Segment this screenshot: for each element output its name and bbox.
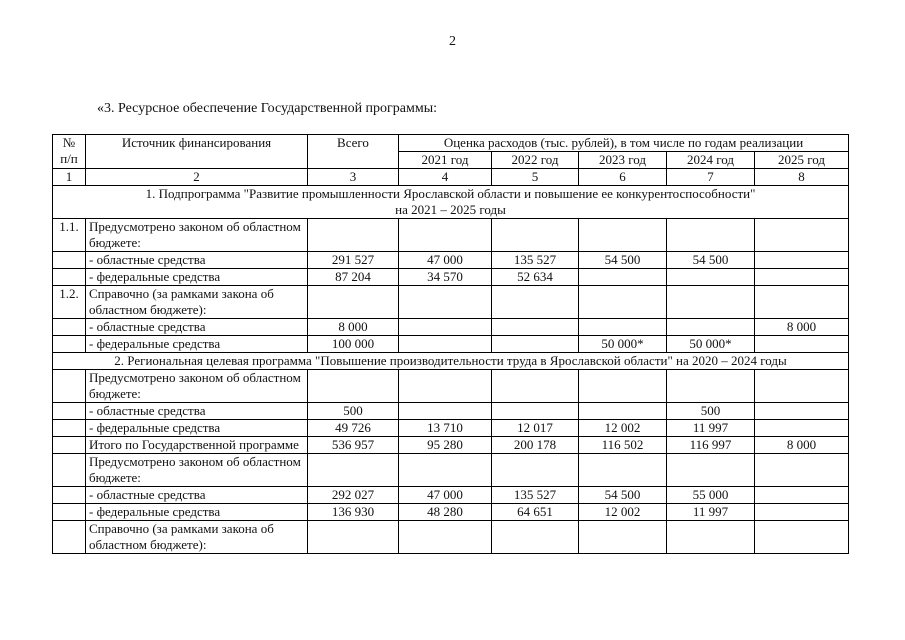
row-number <box>53 437 86 454</box>
row-value: 200 178 <box>492 437 579 454</box>
col-number: 6 <box>579 169 667 186</box>
row-value <box>399 319 492 336</box>
row-value <box>755 219 849 252</box>
row-number <box>53 319 86 336</box>
row-value: 64 651 <box>492 504 579 521</box>
col-number: 1 <box>53 169 86 186</box>
row-value <box>755 370 849 403</box>
row-value <box>399 286 492 319</box>
page-number: 2 <box>449 34 456 49</box>
row-value: 12 017 <box>492 420 579 437</box>
row-value: 12 002 <box>579 504 667 521</box>
row-value <box>755 336 849 353</box>
row-number <box>53 487 86 504</box>
row-value <box>755 454 849 487</box>
row-source: - федеральные средства <box>86 336 308 353</box>
row-source: Справочно (за рамками закона об областном бюджете): <box>86 286 308 319</box>
row-value: 54 500 <box>667 252 755 269</box>
header-total: Всего <box>308 135 399 169</box>
resource-table <box>52 134 849 554</box>
row-source: - областные средства <box>86 252 308 269</box>
row-value <box>579 219 667 252</box>
section-title-row <box>53 353 849 370</box>
row-value <box>308 370 399 403</box>
row-value: 11 997 <box>667 420 755 437</box>
section-title: 2. Региональная целевая программа "Повышение производительности труда в Ярославской области" на 2020 – 2024 годы <box>53 353 849 370</box>
table-row <box>53 403 849 420</box>
row-value <box>308 286 399 319</box>
col-number: 8 <box>755 169 849 186</box>
row-value <box>667 286 755 319</box>
row-value <box>755 286 849 319</box>
row-value <box>667 370 755 403</box>
row-value <box>755 420 849 437</box>
section-title-row <box>53 186 849 219</box>
row-value <box>667 521 755 554</box>
row-value: 8 000 <box>308 319 399 336</box>
row-value: 47 000 <box>399 252 492 269</box>
row-value: 536 957 <box>308 437 399 454</box>
row-value <box>667 454 755 487</box>
header-num: № п/п <box>53 135 86 169</box>
row-value <box>755 504 849 521</box>
row-source: Предусмотрено законом об областном бюджете: <box>86 454 308 487</box>
row-value <box>579 319 667 336</box>
section-heading: «3. Ресурсное обеспечение Государственной программы: <box>97 101 438 116</box>
row-value: 136 930 <box>308 504 399 521</box>
row-value <box>492 336 579 353</box>
row-source: - областные средства <box>86 319 308 336</box>
header-year: 2023 год <box>579 152 667 169</box>
row-number <box>53 504 86 521</box>
table-row <box>53 437 849 454</box>
table-row <box>53 336 849 353</box>
row-value <box>399 454 492 487</box>
row-value <box>308 219 399 252</box>
row-value <box>308 454 399 487</box>
row-value: 12 002 <box>579 420 667 437</box>
row-value: 87 204 <box>308 269 399 286</box>
row-value: 54 500 <box>579 252 667 269</box>
row-source: - областные средства <box>86 403 308 420</box>
row-value <box>308 521 399 554</box>
row-source: - федеральные средства <box>86 269 308 286</box>
row-value: 49 726 <box>308 420 399 437</box>
row-value <box>399 403 492 420</box>
row-value <box>492 403 579 420</box>
row-value <box>399 219 492 252</box>
table-row <box>53 319 849 336</box>
row-value <box>579 403 667 420</box>
row-value: 100 000 <box>308 336 399 353</box>
col-number: 3 <box>308 169 399 186</box>
table-row <box>53 487 849 504</box>
header-estimate: Оценка расходов (тыс. рублей), в том числе по годам реализации <box>399 135 849 152</box>
row-value: 50 000* <box>667 336 755 353</box>
table-row <box>53 521 849 554</box>
row-value: 34 570 <box>399 269 492 286</box>
row-value: 50 000* <box>579 336 667 353</box>
row-value <box>399 521 492 554</box>
row-number: 1.1. <box>53 219 86 252</box>
row-value <box>755 487 849 504</box>
table-row <box>53 504 849 521</box>
row-value <box>755 403 849 420</box>
row-value <box>755 521 849 554</box>
row-value: 47 000 <box>399 487 492 504</box>
col-number: 4 <box>399 169 492 186</box>
row-value: 116 997 <box>667 437 755 454</box>
row-value <box>579 521 667 554</box>
row-value <box>579 454 667 487</box>
row-value <box>755 252 849 269</box>
row-value: 116 502 <box>579 437 667 454</box>
row-value: 135 527 <box>492 487 579 504</box>
row-value <box>492 219 579 252</box>
row-number <box>53 521 86 554</box>
col-number: 5 <box>492 169 579 186</box>
col-number: 7 <box>667 169 755 186</box>
row-source: Итого по Государственной программе <box>86 437 308 454</box>
header-year: 2024 год <box>667 152 755 169</box>
row-value: 500 <box>308 403 399 420</box>
row-number <box>53 420 86 437</box>
row-number: 1.2. <box>53 286 86 319</box>
row-number <box>53 269 86 286</box>
row-value <box>492 370 579 403</box>
row-value <box>579 370 667 403</box>
row-value: 55 000 <box>667 487 755 504</box>
row-number <box>53 454 86 487</box>
table-row <box>53 454 849 487</box>
row-value: 54 500 <box>579 487 667 504</box>
row-value: 8 000 <box>755 319 849 336</box>
header-source: Источник финансирования <box>86 135 308 169</box>
row-value <box>492 319 579 336</box>
row-value: 135 527 <box>492 252 579 269</box>
row-value <box>399 336 492 353</box>
row-value <box>667 219 755 252</box>
column-numbers-row <box>53 169 849 186</box>
row-number <box>53 252 86 269</box>
row-value <box>579 286 667 319</box>
row-value <box>667 269 755 286</box>
row-value: 95 280 <box>399 437 492 454</box>
row-source: Справочно (за рамками закона об областном бюджете): <box>86 521 308 554</box>
row-value <box>492 286 579 319</box>
row-source: - областные средства <box>86 487 308 504</box>
section-title: 1. Подпрограмма "Развитие промышленности Ярославской области и повышение ее конкурентоспособности" на 2021 – 2025 годы <box>53 186 849 219</box>
row-number <box>53 370 86 403</box>
table-row <box>53 420 849 437</box>
header-year: 2025 год <box>755 152 849 169</box>
row-value: 8 000 <box>755 437 849 454</box>
table-row <box>53 219 849 252</box>
table-row <box>53 370 849 403</box>
header-year: 2021 год <box>399 152 492 169</box>
header-year: 2022 год <box>492 152 579 169</box>
row-source: Предусмотрено законом об областном бюджете: <box>86 370 308 403</box>
row-value: 48 280 <box>399 504 492 521</box>
row-value: 11 997 <box>667 504 755 521</box>
row-source: - федеральные средства <box>86 504 308 521</box>
row-value <box>399 370 492 403</box>
row-number <box>53 403 86 420</box>
table-row <box>53 252 849 269</box>
row-value <box>579 269 667 286</box>
table-row <box>53 269 849 286</box>
row-value: 500 <box>667 403 755 420</box>
row-value <box>667 319 755 336</box>
row-value <box>492 521 579 554</box>
row-value <box>755 269 849 286</box>
row-value: 291 527 <box>308 252 399 269</box>
row-value: 13 710 <box>399 420 492 437</box>
row-value: 292 027 <box>308 487 399 504</box>
table-row <box>53 286 849 319</box>
row-source: - федеральные средства <box>86 420 308 437</box>
row-value: 52 634 <box>492 269 579 286</box>
col-number: 2 <box>86 169 308 186</box>
row-value <box>492 454 579 487</box>
row-number <box>53 336 86 353</box>
header-row <box>53 135 849 152</box>
row-source: Предусмотрено законом об областном бюджете: <box>86 219 308 252</box>
